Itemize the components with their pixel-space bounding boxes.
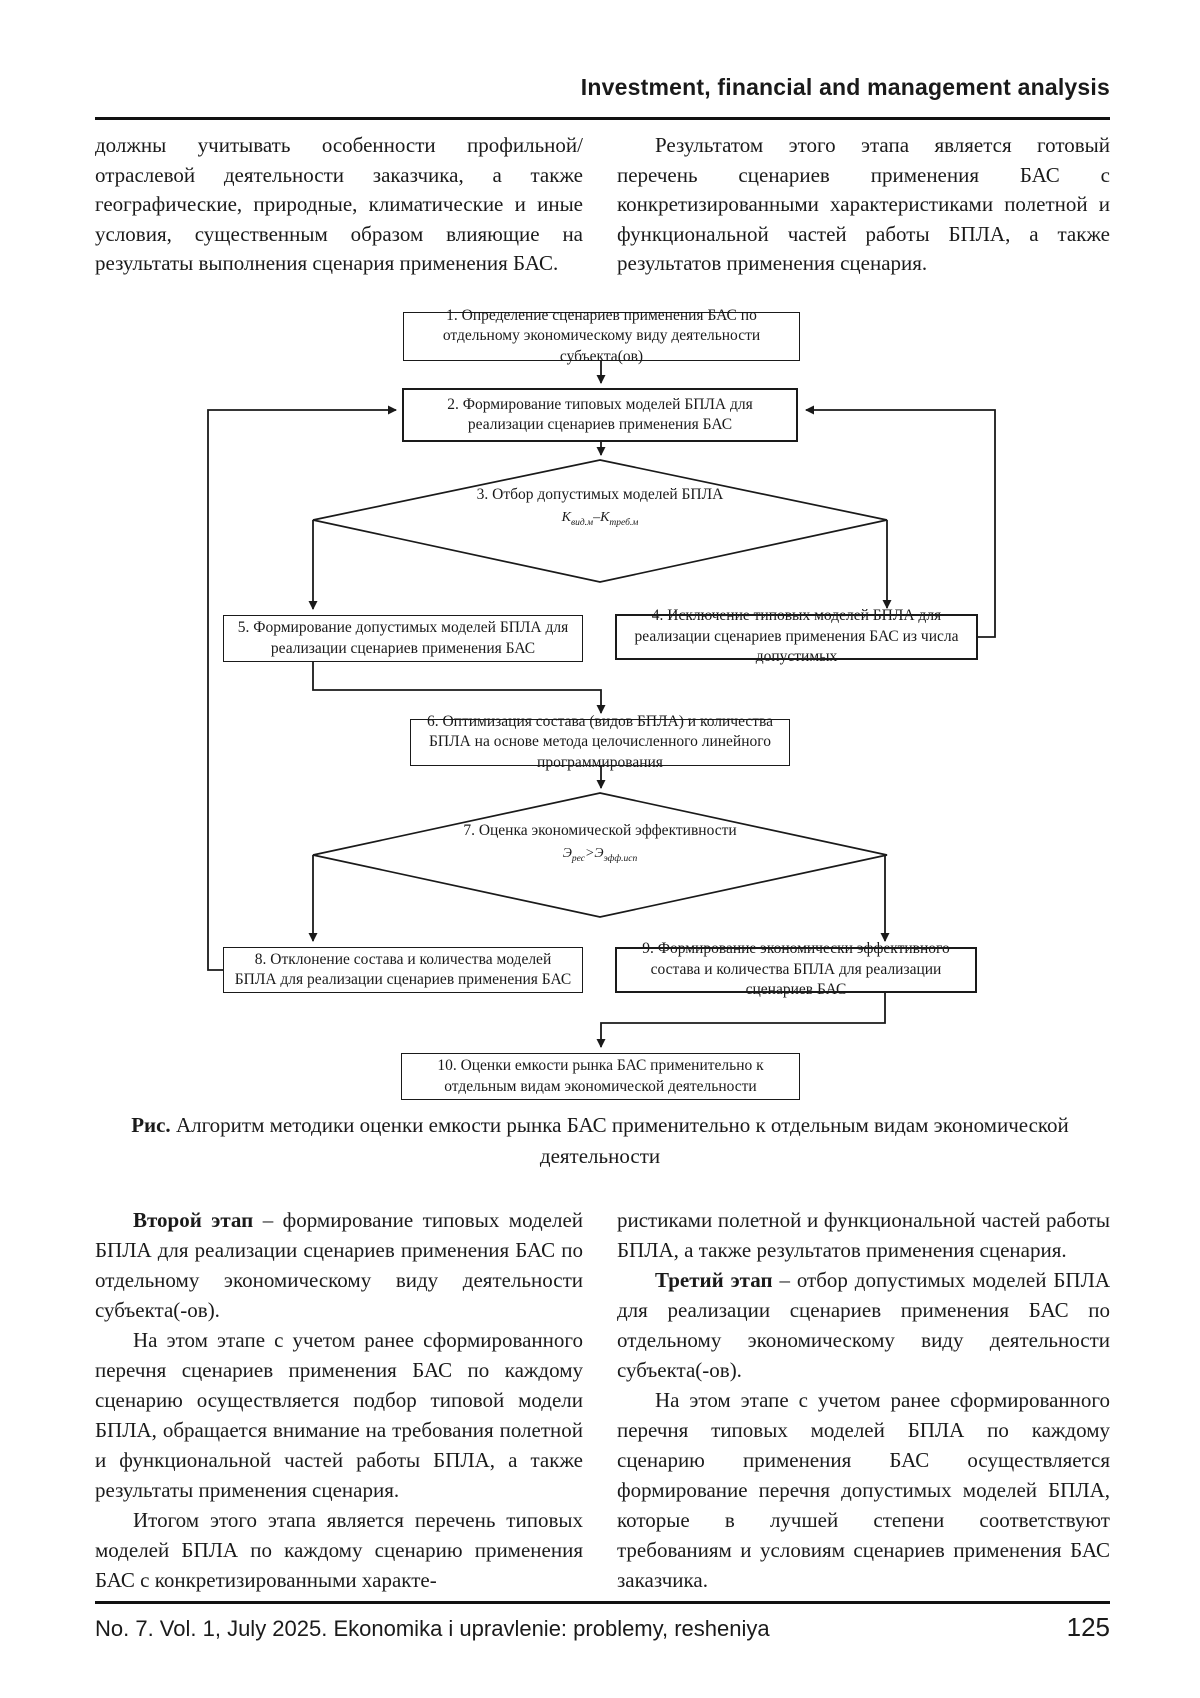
paragraph: Третий этап – отбор допустимых моделей БПЛА для реализации сценариев применения БАС по отдельному экономическому виду деятельности субъекта(-ов). [617, 1268, 1110, 1382]
header-rule [95, 117, 1110, 120]
paragraph: На этом этапе с учетом ранее сформированного перечня сценариев применения БАС по каждому сценарию осуществляется подбор типовой модели БПЛА, обращается внимание на требования полетной и функциональной частей работы БПЛА, а также результаты применения сценария. [95, 1328, 583, 1502]
footer-rule [95, 1601, 1110, 1604]
footer-journal-line: No. 7. Vol. 1, July 2025. Ekonomika i upravlenie: problemy, resheniya [95, 1616, 770, 1641]
flowchart-node-4: 4. Исключение типовых моделей БПЛА для реализации сценариев применения БАС из числа допустимых [615, 614, 978, 660]
flowchart-node-3-formula: $К_{вид.м}-К_{треб.м}$ [561, 510, 639, 528]
connector-box5-box6 [313, 662, 601, 713]
flowchart-figure [0, 288, 1200, 1103]
flowchart-node-7-label: 7. Оценка экономической эффективности [463, 822, 737, 839]
figure-caption-prefix: Рис. [131, 1113, 171, 1137]
flowchart-node-10: 10. Оценки емкости рынка БАС применительно к отдельным видам экономической деятельности [401, 1053, 800, 1100]
intro-right-column [617, 131, 1110, 279]
flowchart-node-2: 2. Формирование типовых моделей БПЛА для реализации сценариев применения БАС [402, 388, 798, 442]
flowchart-node-6: 6. Оптимизация состава (видов БПЛА) и количества БПЛА на основе метода целочисленного линейного программирования [410, 719, 790, 766]
figure-caption-text: Алгоритм методики оценки емкости рынка БАС применительно к отдельным видам экономической деятельности [170, 1113, 1069, 1168]
flowchart-node-8: 8. Отклонение состава и количества моделей БПЛА для реализации сценариев применения БАС [223, 947, 583, 993]
intro-right-paragraph: Результатом этого этапа является готовый перечень сценариев применения БАС с конкретизированными характеристиками полетной и функциональной частей работы БПЛА, а также результатов применения сценария. [617, 133, 1110, 275]
paragraph: Второй этап – формирование типовых моделей БПЛА для реализации сценариев применения БАС по отдельному экономическому виду деятельности субъекта(-ов). [95, 1208, 584, 1322]
intro-left-column [95, 131, 583, 279]
body-right-column [617, 1205, 1110, 1595]
flowchart-node-5: 5. Формирование допустимых моделей БПЛА для реализации сценариев применения БАС [223, 615, 583, 662]
flowchart-node-7-formula: $Э_{рес}>Э_{эфф.исп}$ [562, 846, 638, 864]
footer-page-number: 125 [1066, 1612, 1110, 1642]
intro-left-paragraph: должны учитывать особенности профильной/отраслевой деятельности заказчика, а также географические, природные, климатические и иные условия, существенным образом влияющие на результаты выполнения сценария применения БАС. [95, 133, 583, 275]
paragraph: На этом этапе с учетом ранее сформированного перечня типовых моделей БПЛА по каждому сценарию применения БАС осуществляется формирование перечня допустимых моделей БПЛА, которые в лучшей степени соответствуют требованиям и условиям сценариев применения БАС заказчика. [617, 1388, 1110, 1592]
running-head-title: Investment, financial and management analysis [580, 74, 1110, 100]
flowchart-node-3-label: 3. Отбор допустимых моделей БПЛА [476, 486, 724, 503]
paragraph: Итогом этого этапа является перечень типовых моделей БПЛА по каждому сценарию применения БАС с конкретизированными характе- [95, 1508, 583, 1592]
connector-box9-box10 [601, 993, 885, 1047]
figure-caption [95, 1110, 1105, 1172]
flowchart-node-1: 1. Определение сценариев применения БАС по отдельному экономическому виду деятельности субъекта(ов) [403, 312, 800, 361]
paragraph: ристиками полетной и функциональной частей работы БПЛА, а также результатов применения сценария. [617, 1208, 1110, 1262]
flowchart-node-9: 9. Формирование экономически эффективного состава и количества БПЛА для реализации сценариев БАС [615, 947, 977, 993]
body-left-column [95, 1205, 583, 1595]
